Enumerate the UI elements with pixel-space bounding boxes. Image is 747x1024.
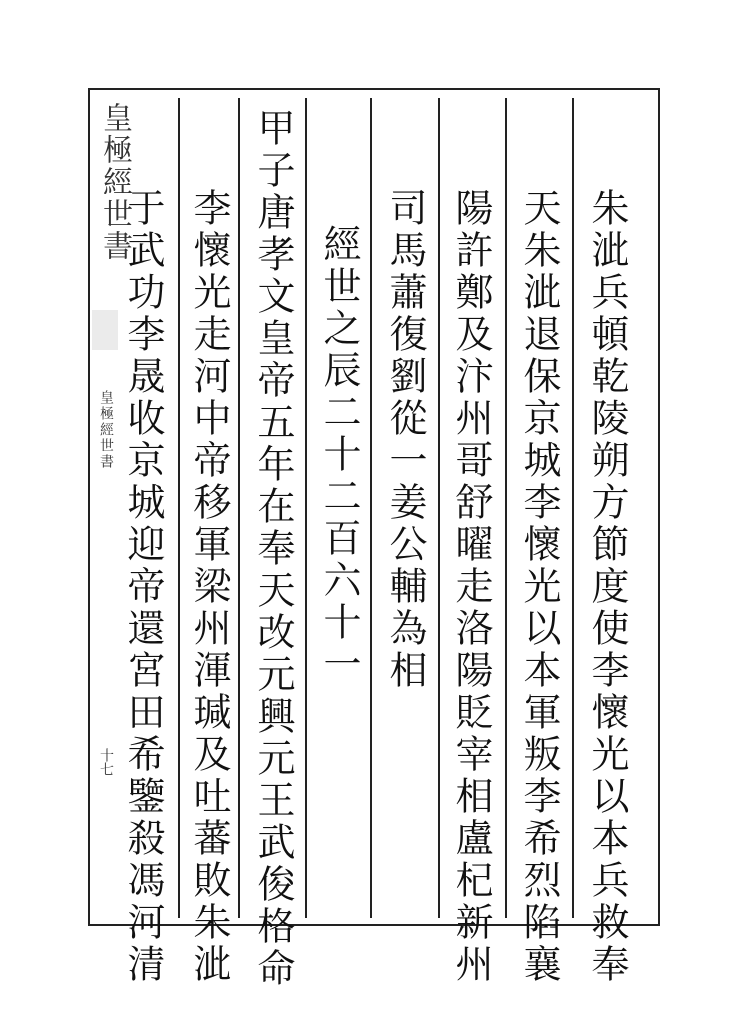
column-rule — [505, 98, 507, 918]
column-rule — [305, 98, 307, 918]
column-rule — [572, 98, 574, 918]
text-column-6: 甲子唐孝文皇帝五年在奉天改元興元王武俊格命 — [251, 108, 295, 990]
book-title: 皇極經世書 — [98, 390, 114, 470]
margin-smudge — [92, 310, 118, 350]
column-rule — [438, 98, 440, 918]
margin-heading: 皇極經世書 — [97, 102, 132, 262]
text-column-1: 朱泚兵頓乾陵朔方節度使李懷光以本兵救奉 — [585, 188, 629, 986]
text-column-5: 經世之辰二十二百六十一 — [317, 224, 361, 686]
text-column-7: 李懷光走河中帝移軍梁州渾瑊及吐蕃敗朱泚 — [187, 188, 231, 986]
column-rule — [178, 98, 180, 918]
text-column-4: 司馬蕭復劉從一姜公輔為相 — [383, 188, 427, 692]
column-rule — [238, 98, 240, 918]
text-column-3: 陽許鄭及汴州哥舒曜走洛陽貶宰相盧杞新州 — [449, 188, 493, 986]
text-column-2: 天朱泚退保京城李懷光以本軍叛李希烈陷襄 — [517, 188, 561, 986]
page-number: 十七 — [98, 748, 114, 776]
text-column-8: 于武功李晟收京城迎帝還宮田希鑒殺馮河清 — [121, 188, 165, 986]
column-rule — [370, 98, 372, 918]
page-frame — [88, 88, 660, 926]
